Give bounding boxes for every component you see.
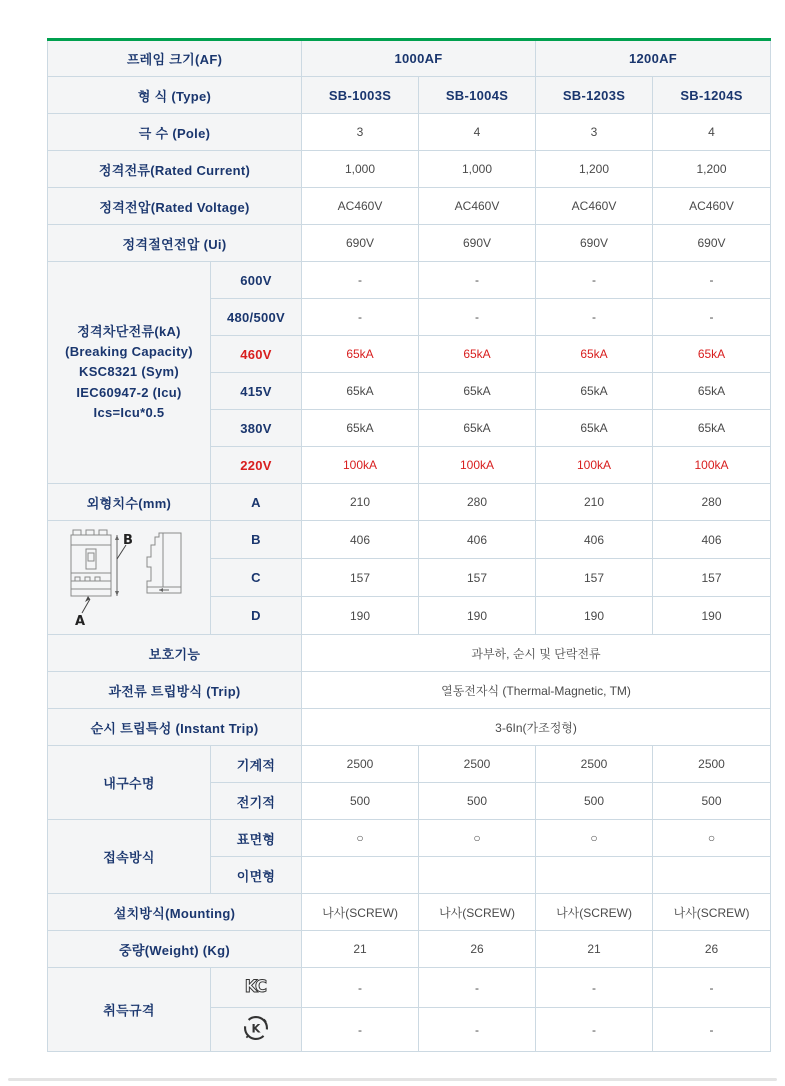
connection-value — [536, 857, 653, 894]
connection-value — [302, 857, 419, 894]
insulation-voltage-value: 690V — [302, 225, 419, 262]
durability-value: 2500 — [536, 746, 653, 783]
breaking-value: 65kA — [653, 336, 771, 373]
certification-value: - — [653, 1008, 771, 1052]
breaking-value: 65kA — [653, 373, 771, 410]
dimension-key: A — [211, 484, 302, 521]
row-rated-current — [48, 151, 771, 188]
dimension-value: 157 — [536, 559, 653, 597]
weight-value: 26 — [419, 931, 536, 968]
pole-label: 극 수 (Pole) — [48, 114, 302, 151]
durability-value: 2500 — [419, 746, 536, 783]
certification-label: 취득규격 — [48, 968, 211, 1052]
protection-value: 과부하, 순시 및 단락전류 — [302, 635, 771, 672]
breaking-value: 65kA — [536, 336, 653, 373]
breaking-capacity-label-line: KSC8321 (Sym) — [79, 364, 179, 380]
durability-value: 500 — [536, 783, 653, 820]
rated-current-value: 1,000 — [419, 151, 536, 188]
weight-value: 21 — [302, 931, 419, 968]
certification-value: - — [419, 1008, 536, 1052]
certification-value: - — [653, 968, 771, 1008]
connection-label: 접속방식 — [48, 820, 211, 894]
durability-value: 500 — [419, 783, 536, 820]
dimension-value: 280 — [653, 484, 771, 521]
breaking-value: 65kA — [653, 410, 771, 447]
certification-value: - — [536, 1008, 653, 1052]
rated-voltage-value: AC460V — [653, 188, 771, 225]
row-insulation-voltage — [48, 225, 771, 262]
breaking-voltage-label: 480/500V — [211, 299, 302, 336]
connection-value: ○ — [536, 820, 653, 857]
mounting-value: 나사(SCREW) — [419, 894, 536, 931]
instant-trip-label: 순시 트립특성 (Instant Trip) — [48, 709, 302, 746]
rated-voltage-label: 정격전압(Rated Voltage) — [48, 188, 302, 225]
mounting-value: 나사(SCREW) — [536, 894, 653, 931]
rated-voltage-value: AC460V — [419, 188, 536, 225]
dimension-value: 190 — [536, 597, 653, 635]
rated-current-value: 1,200 — [653, 151, 771, 188]
breaking-value: 100kA — [653, 447, 771, 484]
breaking-value: - — [536, 262, 653, 299]
svg-text:K: K — [251, 1021, 261, 1036]
dimension-value: 406 — [419, 521, 536, 559]
insulation-voltage-value: 690V — [536, 225, 653, 262]
frame-size-label: 프레임 크기(AF) — [48, 40, 302, 77]
insulation-voltage-value: 690V — [419, 225, 536, 262]
breaking-value: - — [302, 262, 419, 299]
svg-text:KC: KC — [244, 977, 266, 997]
certification-value: - — [302, 968, 419, 1008]
dimension-key: C — [211, 559, 302, 597]
breaking-voltage-label: 220V — [211, 447, 302, 484]
connection-sub-label: 이면형 — [211, 857, 302, 894]
breaking-capacity-label — [48, 262, 211, 484]
type-value: SB-1004S — [419, 77, 536, 114]
breaking-value: - — [653, 262, 771, 299]
breaking-value: 100kA — [302, 447, 419, 484]
breaker-diagram-icon — [59, 523, 199, 627]
dimension-value: 157 — [302, 559, 419, 597]
breaking-capacity-label-line: IEC60947-2 (Icu) — [76, 384, 182, 400]
type-value: SB-1003S — [302, 77, 419, 114]
breaking-value: 65kA — [302, 410, 419, 447]
breaking-value: - — [536, 299, 653, 336]
spec-table — [47, 38, 771, 1052]
insulation-voltage-label: 정격절연전압 (Ui) — [48, 225, 302, 262]
row-breaking-600v — [48, 262, 771, 299]
breaking-value: 65kA — [419, 410, 536, 447]
bottom-divider — [8, 1078, 777, 1081]
dimension-key: D — [211, 597, 302, 635]
row-connection-surface — [48, 820, 771, 857]
type-value: SB-1204S — [653, 77, 771, 114]
row-protection — [48, 635, 771, 672]
breaking-voltage-label: 460V — [211, 336, 302, 373]
durability-value: 500 — [653, 783, 771, 820]
frame-group-1000af: 1000AF — [302, 40, 536, 77]
rated-voltage-value: AC460V — [536, 188, 653, 225]
pole-value: 3 — [536, 114, 653, 151]
connection-sub-label: 표면형 — [211, 820, 302, 857]
dimension-value: 280 — [419, 484, 536, 521]
durability-label: 내구수명 — [48, 746, 211, 820]
breaking-capacity-label-line: 정격차단전류(kA) — [77, 324, 181, 340]
breaking-value: 65kA — [536, 410, 653, 447]
breaking-value: - — [419, 299, 536, 336]
breaking-value: 100kA — [536, 447, 653, 484]
dimension-value: 210 — [536, 484, 653, 521]
weight-value: 21 — [536, 931, 653, 968]
connection-value — [419, 857, 536, 894]
type-value: SB-1203S — [536, 77, 653, 114]
row-mounting — [48, 894, 771, 931]
dimension-value: 406 — [536, 521, 653, 559]
row-frame-size — [48, 40, 771, 77]
dimension-value: 190 — [419, 597, 536, 635]
dimension-key: B — [211, 521, 302, 559]
durability-value: 2500 — [302, 746, 419, 783]
connection-value: ○ — [302, 820, 419, 857]
breaking-value: 65kA — [302, 336, 419, 373]
mounting-value: 나사(SCREW) — [302, 894, 419, 931]
trip-method-value: 열동전자식 (Thermal-Magnetic, TM) — [302, 672, 771, 709]
breaking-voltage-label: 380V — [211, 410, 302, 447]
durability-value: 500 — [302, 783, 419, 820]
dimension-value: 157 — [653, 559, 771, 597]
breaking-capacity-label-line: Ics=Icu*0.5 — [93, 404, 165, 420]
breaking-value: 100kA — [419, 447, 536, 484]
dimensions-label: 외형치수(mm) — [48, 484, 211, 521]
certification-value: - — [419, 968, 536, 1008]
breaking-value: 65kA — [419, 336, 536, 373]
breaking-value: - — [302, 299, 419, 336]
instant-trip-value: 3-6In(가조정형) — [302, 709, 771, 746]
weight-value: 26 — [653, 931, 771, 968]
breaking-capacity-label-line: (Breaking Capacity) — [65, 344, 193, 360]
pole-value: 4 — [653, 114, 771, 151]
diagram-b-label: B — [123, 533, 133, 548]
trip-method-label: 과전류 트립방식 (Trip) — [48, 672, 302, 709]
dimension-value: 406 — [302, 521, 419, 559]
breaking-voltage-label: 600V — [211, 262, 302, 299]
insulation-voltage-value: 690V — [653, 225, 771, 262]
dimension-value: 190 — [302, 597, 419, 635]
weight-label: 중량(Weight) (Kg) — [48, 931, 302, 968]
diagram-a-label: A — [75, 614, 86, 627]
row-type — [48, 77, 771, 114]
row-trip-method — [48, 672, 771, 709]
rated-current-value: 1,000 — [302, 151, 419, 188]
dimension-value: 190 — [653, 597, 771, 635]
connection-value: ○ — [653, 820, 771, 857]
durability-sub-label: 기계적 — [211, 746, 302, 783]
dimension-value: 210 — [302, 484, 419, 521]
breaking-value: 65kA — [302, 373, 419, 410]
row-pole — [48, 114, 771, 151]
breaking-value: 65kA — [536, 373, 653, 410]
pole-value: 3 — [302, 114, 419, 151]
row-dimension-a — [48, 484, 771, 521]
durability-sub-label: 전기적 — [211, 783, 302, 820]
dimension-value: 406 — [653, 521, 771, 559]
rated-current-label: 정격전류(Rated Current) — [48, 151, 302, 188]
ks-mark-icon — [211, 1008, 302, 1052]
mounting-label: 설치방식(Mounting) — [48, 894, 302, 931]
breaking-value: 65kA — [419, 373, 536, 410]
protection-label: 보호기능 — [48, 635, 302, 672]
mounting-value: 나사(SCREW) — [653, 894, 771, 931]
rated-current-value: 1,200 — [536, 151, 653, 188]
pole-value: 4 — [419, 114, 536, 151]
breaking-value: - — [419, 262, 536, 299]
durability-value: 2500 — [653, 746, 771, 783]
breaking-voltage-label: 415V — [211, 373, 302, 410]
row-rated-voltage — [48, 188, 771, 225]
certification-value: - — [536, 968, 653, 1008]
row-weight — [48, 931, 771, 968]
connection-value — [653, 857, 771, 894]
row-durability-mechanical — [48, 746, 771, 783]
kc-mark-icon — [211, 968, 302, 1008]
type-label: 형 식 (Type) — [48, 77, 302, 114]
breaker-dimension-diagram — [48, 521, 211, 635]
certification-value: - — [302, 1008, 419, 1052]
frame-group-1200af: 1200AF — [536, 40, 771, 77]
dimension-value: 157 — [419, 559, 536, 597]
breaking-value: - — [653, 299, 771, 336]
rated-voltage-value: AC460V — [302, 188, 419, 225]
connection-value: ○ — [419, 820, 536, 857]
row-certification-kc — [48, 968, 771, 1008]
row-instant-trip — [48, 709, 771, 746]
row-dimension-b — [48, 521, 771, 559]
